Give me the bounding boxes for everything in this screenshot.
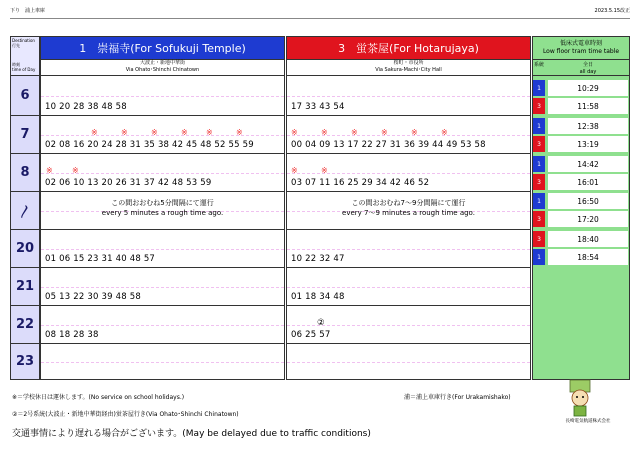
lowfloor-time: 13:19 [548,136,628,152]
corner-destination-jp: 行先 [12,43,20,48]
lowfloor-time: 16:01 [548,174,628,190]
route-3-via-en: Via Sakura-Machi･City Hall [375,67,442,73]
lowfloor-line-badge: 1 [533,118,545,134]
lowfloor-line-badge: 3 [533,98,545,114]
row-divider [41,287,284,288]
departure-minutes: 08 18 28 38 [45,330,99,340]
route-1-cell [40,116,285,154]
row-divider [41,325,284,326]
route-3-cell [286,268,531,306]
lowfloor-header [532,36,630,60]
interval-note [41,198,284,218]
route-1-cell [40,230,285,268]
lowfloor-line-badge: 1 [533,249,545,265]
route-1-cell [40,268,285,306]
direction-label: 下り 浦上車庫 [10,8,46,14]
route-1-cell [40,76,285,116]
row-divider [41,249,284,250]
hour-cell: 6 [10,76,40,116]
row-divider [287,249,530,250]
school-holiday-mark: ※ [206,128,213,137]
route-3-cell [286,192,531,230]
interval-note [287,198,530,218]
departure-minutes: 17 33 43 54 [291,102,345,112]
mascot-icon [566,378,594,418]
school-holiday-mark: ※ [72,166,79,175]
interval-note-jp: この間おおむね5分間隔にて運行 [111,199,214,207]
lowfloor-time: 12:38 [548,118,628,134]
lowfloor-line-badge: 1 [533,156,545,172]
departure-minutes: 01 18 34 48 [291,292,345,302]
lowfloor-day-en: all day [579,69,597,75]
school-holiday-mark: ※ [411,128,418,137]
departure-minutes: 03 07 11 16 25 29 34 42 46 52 [291,178,430,188]
departure-minutes: 10 20 28 38 48 58 [45,102,127,112]
top-divider [10,18,630,19]
row-divider [41,135,284,136]
route-1-via [40,60,285,76]
delay-notice: 交通事情により遅れる場合がございます。(May be delayed due to traffic conditions) [12,429,371,439]
route-3-via-jp: 桜町・市役所 [393,60,424,66]
lowfloor-line-col: 系統 [533,62,544,68]
school-holiday-mark: ※ [46,166,53,175]
line-2-mark: ② [317,318,325,328]
footnote-line-2: ②＝2号系統(大波止・新地中華街経由)蛍茶屋行き(Via Ohato･Shinchi Chinatown) [12,411,239,418]
school-holiday-mark: ※ [181,128,188,137]
school-holiday-mark: ※ [236,128,243,137]
company-logo: 長崎電気軌道株式会社 [565,419,611,424]
lowfloor-day-jp: 全日 [582,62,593,68]
hour-cell: 〳 [10,192,40,230]
route-1-cell [40,306,285,344]
route-1-header: 1 崇福寺(For Sofukuji Temple) [40,36,285,60]
hour-cell: 21 [10,268,40,306]
school-holiday-mark: ※ [321,128,328,137]
hour-cell: 22 [10,306,40,344]
lowfloor-time: 18:54 [548,249,628,265]
route-3-via [286,60,531,76]
lowfloor-line-badge: 1 [533,193,545,209]
lowfloor-time: 14:42 [548,156,628,172]
lowfloor-line-badge: 3 [533,231,545,247]
top-bar [10,6,630,18]
lowfloor-time: 18:40 [548,231,628,247]
school-holiday-mark: ※ [291,166,298,175]
departure-minutes: 02 06 10 13 20 26 31 37 42 48 53 59 [45,178,212,188]
hour-cell: 20 [10,230,40,268]
corner-header [10,36,40,76]
school-holiday-mark: ※ [121,128,128,137]
route-1-via-jp: 大波止・新地中華街 [139,60,185,66]
lowfloor-line-badge: 3 [533,211,545,227]
departure-minutes: 10 22 32 47 [291,254,345,264]
hour-cell: 23 [10,344,40,380]
school-holiday-mark: ※ [151,128,158,137]
route-3-cell [286,230,531,268]
lowfloor-line-badge: 3 [533,174,545,190]
hour-cell: 8 [10,154,40,192]
lowfloor-title-en: Low floor tram time table [542,48,620,55]
departure-minutes: 06 25 57 [291,330,331,340]
lowfloor-line-badge: 3 [533,136,545,152]
school-holiday-mark: ※ [351,128,358,137]
lowfloor-time: 16:50 [548,193,628,209]
lowfloor-line-badge: 1 [533,80,545,96]
interval-note-en: every 5 minutes a rough time ago. [101,209,224,217]
interval-note-jp: この間おおむね7～9分間隔にて運行 [351,199,466,207]
lowfloor-day-col [547,62,629,76]
route-1-cell [40,192,285,230]
interval-note-en: every 7～9 minutes a rough time ago. [342,209,475,217]
route-3-header: 3 蛍茶屋(For Hotarujaya) [286,36,531,60]
revision-date: 2023.5.15改正 [594,8,630,14]
school-holiday-mark: ※ [291,128,298,137]
school-holiday-mark: ※ [91,128,98,137]
lowfloor-time: 10:29 [548,80,628,96]
departure-minutes: 00 04 09 13 17 22 27 31 36 39 44 49 53 58 [291,140,486,150]
departure-minutes: 05 13 22 30 39 48 58 [45,292,141,302]
lowfloor-time: 11:58 [548,98,628,114]
school-holiday-mark: ※ [381,128,388,137]
school-holiday-mark: ※ [321,166,328,175]
row-divider [41,96,284,97]
footnote-urakami: 浦＝浦上車庫行き(For Urakamishako) [404,394,511,401]
departure-minutes: 02 08 16 20 24 28 31 35 38 42 45 48 52 55 59 [45,140,254,150]
row-divider [41,362,284,363]
route-1-via-en: Via Ohato･Shinchi Chinatown [125,67,200,73]
corner-destination-en: Destination [12,38,35,43]
lowfloor-title-jp: 低床式電車時刻 [559,40,602,47]
route-3-cell [286,76,531,116]
corner-time-jp: 時刻 [12,62,20,67]
footnote-school-holiday: ※＝学校休日は運休します。(No service on school holidays.) [12,394,185,401]
row-divider [287,362,530,363]
route-1-cell [40,344,285,380]
route-3-cell [286,344,531,380]
row-divider [287,287,530,288]
route-3-cell [286,306,531,344]
school-holiday-mark: ※ [441,128,448,137]
corner-time-en: time of Day [12,67,36,72]
hour-cell: 7 [10,116,40,154]
row-divider [287,96,530,97]
departure-minutes: 01 06 15 23 31 40 48 57 [45,254,156,264]
lowfloor-time: 17:20 [548,211,628,227]
lowfloor-subheader [532,60,630,76]
